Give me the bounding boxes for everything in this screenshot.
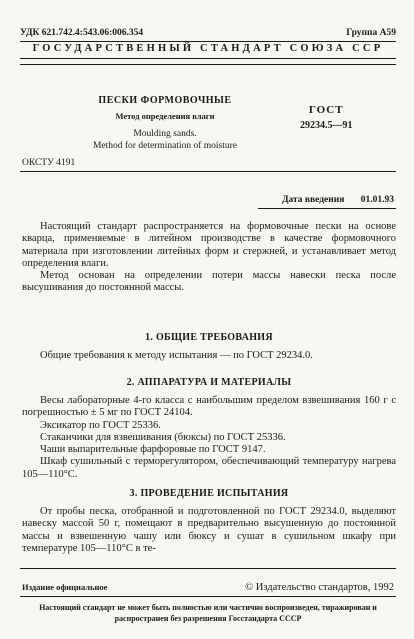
effective-date xyxy=(282,195,394,205)
intro-text xyxy=(22,221,396,295)
footer-rule-2 xyxy=(20,596,396,597)
header-rule-top xyxy=(20,41,396,42)
gost-label: ГОСТ xyxy=(308,104,344,116)
section-2-paragraph-3: Стаканчики для взвешивания (бюксы) по ГОСТ 25336. xyxy=(40,431,286,443)
section-2-body xyxy=(22,395,396,481)
official-edition-label: Издание официальное xyxy=(22,582,108,592)
effective-date-label: Дата введения xyxy=(281,195,345,205)
copyright-notice: © Издательство стандартов, 1992 xyxy=(245,582,394,593)
section-2-paragraph-2: Эксикатор по ГОСТ 25336. xyxy=(40,419,161,431)
title-en-line1: Moulding sands. xyxy=(133,129,197,139)
title-en xyxy=(60,128,270,152)
header-rule-mid xyxy=(20,58,396,59)
group-code: Группа А59 xyxy=(346,28,396,38)
intro-paragraph-1: Настоящий стандарт распространяется на формовочные пески на основе кварца, применяемые в литейном производстве в качестве формовочного материала при изготовлении литейных форм и стержней, и устанавливает метод определения влаги. xyxy=(22,221,396,269)
section-2-paragraph-1: Весы лабораторные 4-го класса с наибольшим пределом взвешивания 160 г с погрешностью ± 5 мг по ГОСТ 24104. xyxy=(22,395,396,419)
subtitle-ru: Метод определения влаги xyxy=(115,111,215,121)
header-rule-bottom xyxy=(20,64,396,65)
footer-rule xyxy=(20,568,396,569)
date-rule xyxy=(258,208,396,209)
section-2-title: 2. АППАРАТУРА И МАТЕРИАЛЫ xyxy=(126,377,292,388)
udk-code: УДК 621.742.4:543.06:006.354 xyxy=(20,28,144,38)
section-3-title: 3. ПРОВЕДЕНИЕ ИСПЫТАНИЯ xyxy=(129,488,289,499)
title-block xyxy=(60,95,270,152)
section-1-title: 1. ОБЩИЕ ТРЕБОВАНИЯ xyxy=(145,332,273,343)
section-1-paragraph: Общие требования к методу испытания — по ГОСТ 29234.0. xyxy=(40,350,313,361)
okstu-code: ОКСТУ 4191 xyxy=(22,158,76,168)
state-standard-heading: ГОСУДАРСТВЕННЫЙ СТАНДАРТ СОЮЗА ССР xyxy=(32,43,384,54)
title-ru: ПЕСКИ ФОРМОВОЧНЫЕ xyxy=(98,95,232,106)
okstu-rule xyxy=(20,171,396,172)
gost-number: 29234.5—91 xyxy=(300,120,353,131)
section-2-paragraph-4: Чаши выпарительные фарфоровые по ГОСТ 9147. xyxy=(40,444,266,456)
reproduction-notice: Настоящий стандарт не может быть полностью или частично воспроизведен, тиражирован и распространен без разрешения Госстандарта СССР xyxy=(39,603,377,623)
intro-paragraph-2: Метод основан на определении потери массы навески песка после высушивания до постоянной массы. xyxy=(22,270,396,294)
gost-designation xyxy=(300,104,353,131)
effective-date-value: 01.01.93 xyxy=(360,195,394,205)
section-3-paragraph-1: От пробы песка, отобранной и подготовленной по ГОСТ 29234.0, выделяют навеску массой 50 г, помещают в предварительно высушенную до постоянной массы и взвешенную чашу или бюксу и сушат в сушильном шкафу при температуре 105—110°С в те- xyxy=(22,506,396,554)
title-en-line2: Method for determination of moisture xyxy=(92,141,238,151)
section-1-body xyxy=(22,350,396,362)
section-2-paragraph-5: Шкаф сушильный с терморегулятором, обеспечивающий температуру нагрева 105—110°С. xyxy=(22,456,396,480)
section-3-body xyxy=(22,506,396,555)
